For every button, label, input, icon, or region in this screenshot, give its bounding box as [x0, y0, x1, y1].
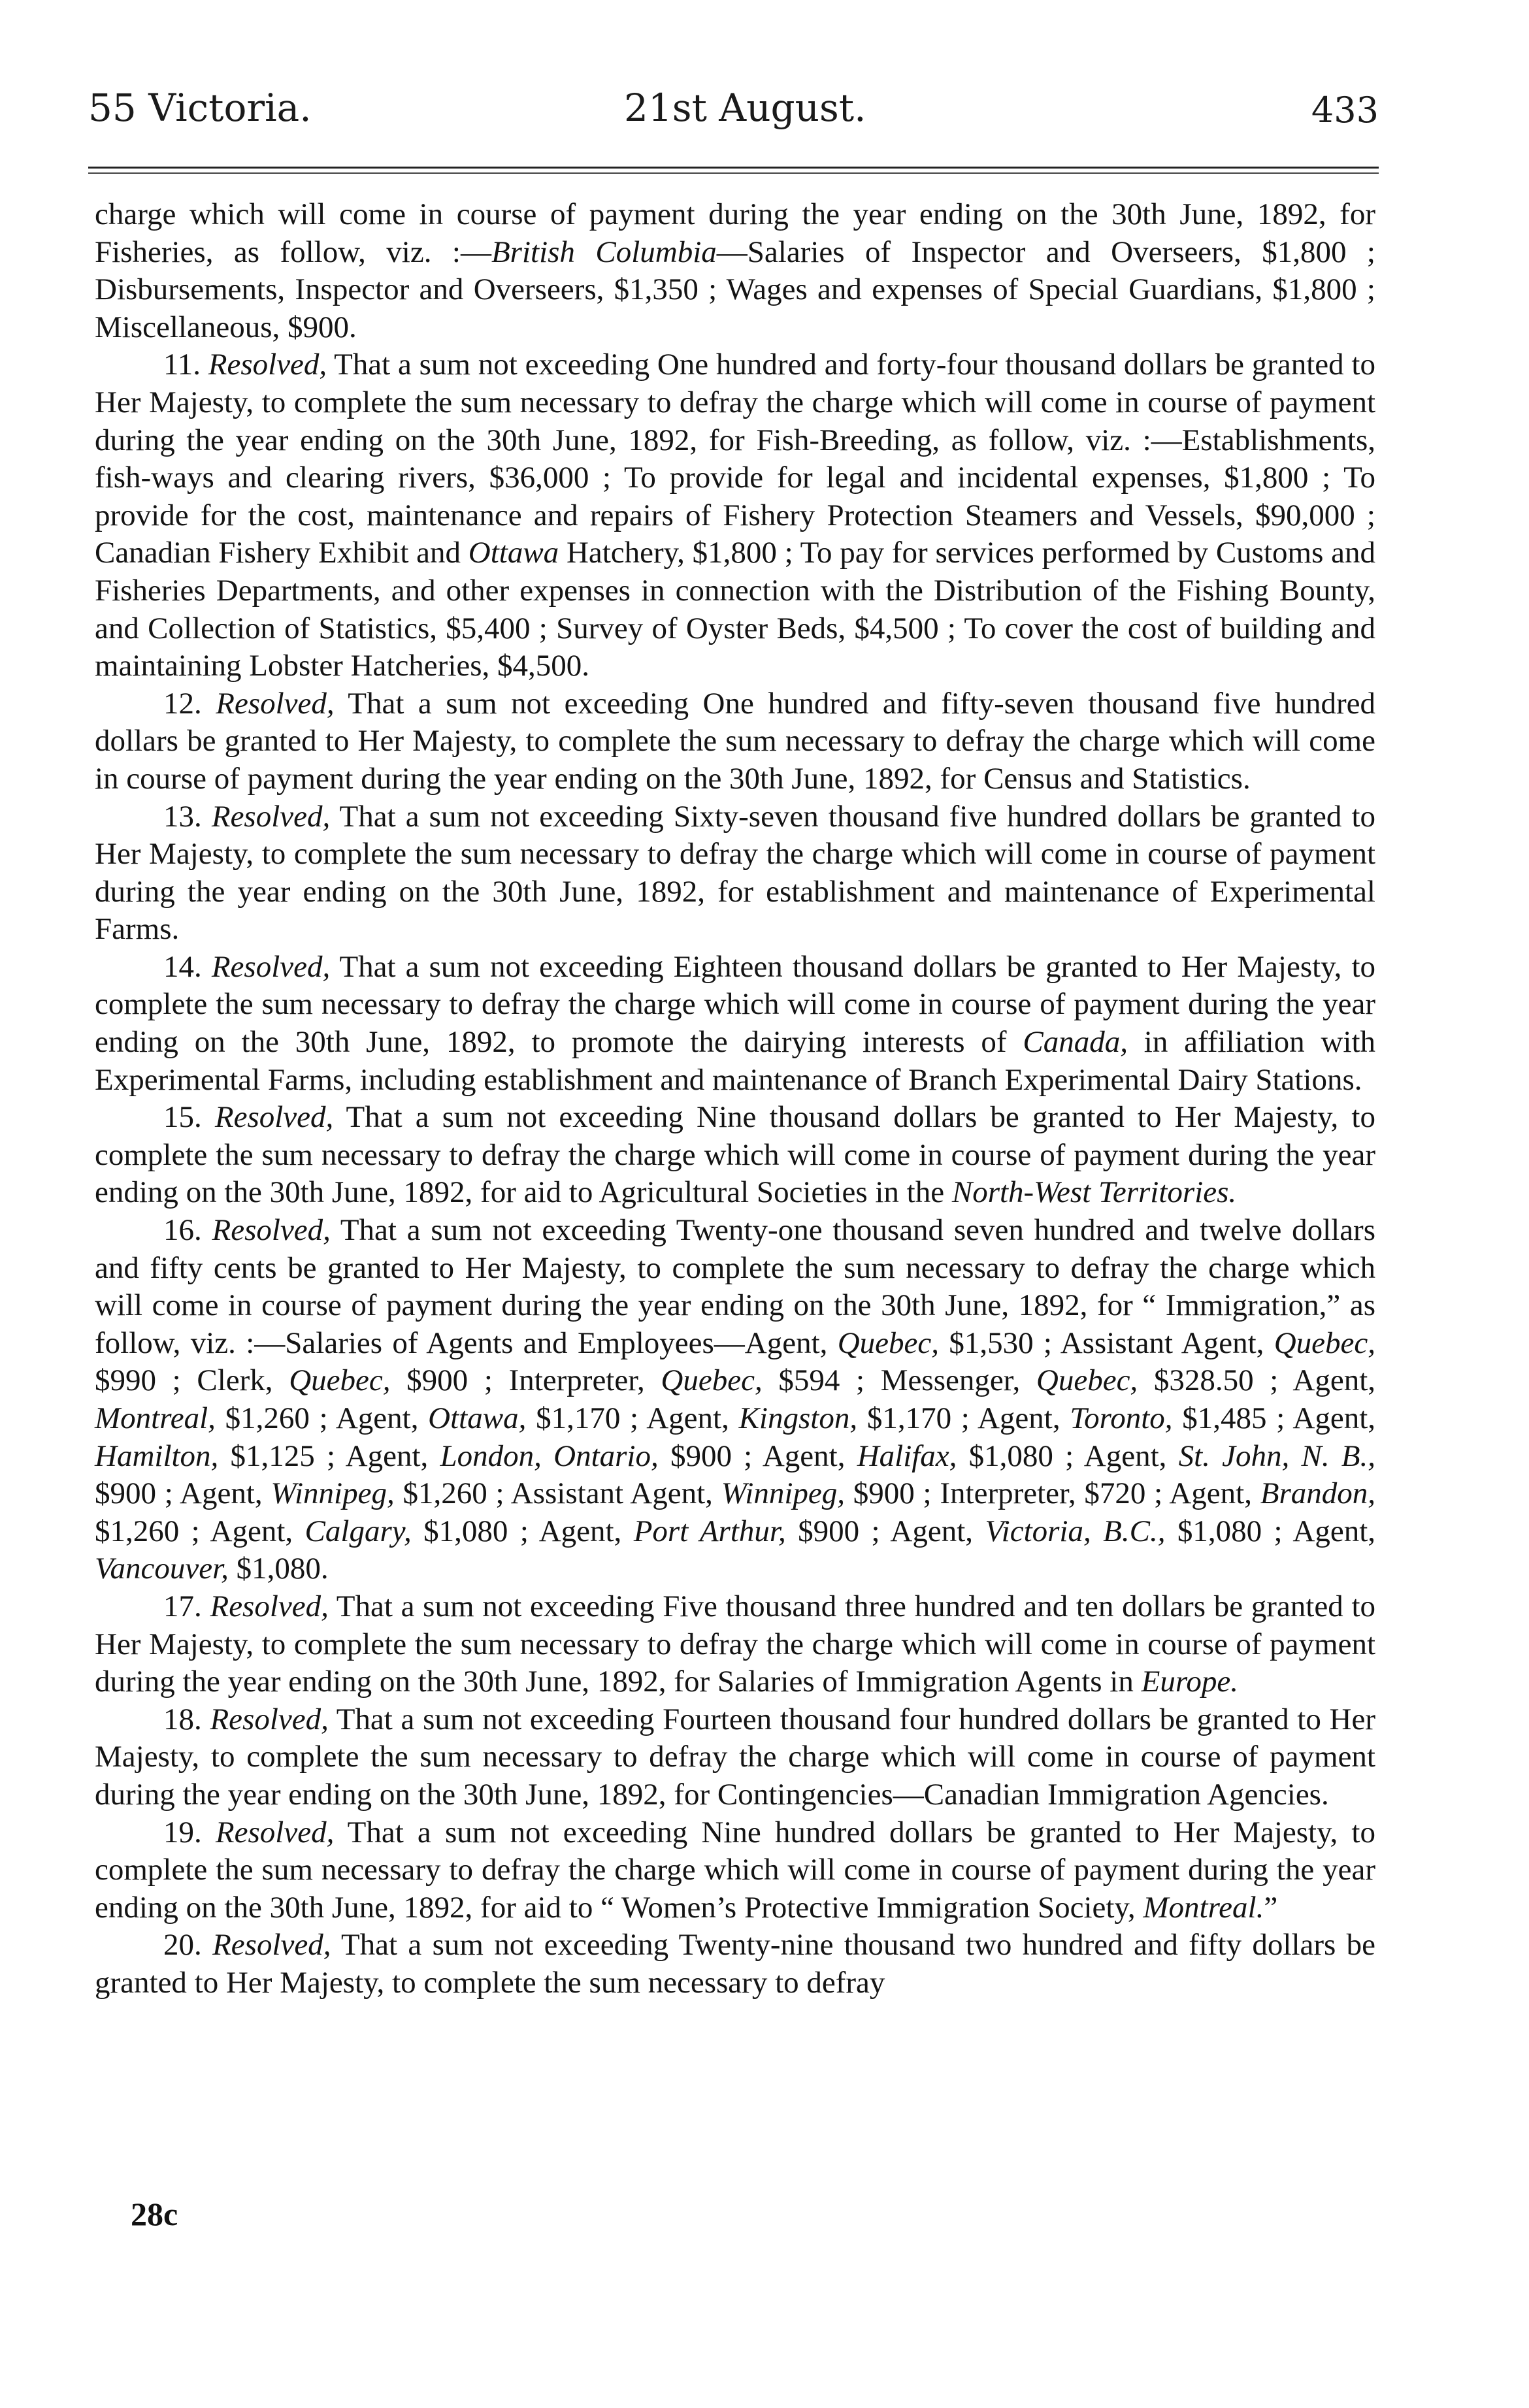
italic-text: St. John, N. B.,	[1178, 1439, 1376, 1473]
italic-text: North-West Territories.	[951, 1175, 1237, 1210]
text-run: Hatchery, $1,800 ; To pay for services performed by Customs and Fisheries Departments, and other expenses in connection with the Distribution of the Fishing Bounty, and Collection of Statistics, $5,400 ; Survey of Oyster Beds, $4,500 ; To cover the cost of building and maintaining Lobster Hatcheries, $4,500.	[95, 536, 1376, 683]
text-run: $1,260 ; Agent,	[95, 1514, 305, 1548]
italic-text: Resolved,	[210, 1702, 329, 1736]
text-run: That a sum not exceeding Twenty-nine thousand two hundred and fifty dollars be granted to Her Majesty, to complete the sum necessary to defray	[95, 1928, 1376, 2000]
resolution-paragraph	[95, 1814, 1375, 1927]
resolution-paragraph	[95, 1701, 1375, 1814]
text-run: 14.	[163, 949, 212, 984]
italic-text: Quebec,	[1274, 1326, 1375, 1360]
italic-text: Brandon,	[1260, 1476, 1376, 1511]
text-run: $900 ; Agent,	[658, 1439, 857, 1473]
text-run: in affiliation with Experimental Farms, including establishment and maintenance of Branch Experimental Dairy Stations.	[95, 1025, 1375, 1097]
header-rule-top	[88, 167, 1379, 169]
text-run: That a sum not exceeding Five thousand three hundred and ten dollars be granted to Her Majesty, to complete the sum necessary to defray the charge which will come in course of payment during the year ending on the 30th June, 1892, for Salaries of Immigration Agents in	[95, 1589, 1376, 1699]
text-run: $1,080 ; Agent,	[411, 1514, 634, 1548]
text-run: ”	[1264, 1890, 1278, 1925]
italic-text: Kingston,	[738, 1401, 858, 1435]
header-regnal-year: 55 Victoria.	[88, 86, 312, 130]
text-run: —Salaries of Inspector and Overseers, $1,800 ; Disbursements, Inspector and Overseers, $1,350 ; Wages and expenses of Special Guardians, $1,800 ; Miscellaneous, $900.	[95, 235, 1375, 344]
text-run: 11.	[163, 348, 208, 382]
text-run: $900 ; Interpreter, $720 ; Agent,	[845, 1476, 1260, 1511]
text-run: That a sum not exceeding Nine hundred dollars be granted to Her Majesty, to complete the sum necessary to defray the charge which will come in course of payment during the year ending on the 30th June, 1892, for aid to “ Women’s Protective Immigration Society,	[95, 1815, 1375, 1925]
text-run: $990 ; Clerk,	[95, 1363, 289, 1398]
italic-text: Resolved,	[211, 799, 331, 834]
resolution-paragraph	[95, 1212, 1375, 1588]
italic-text: Winnipeg,	[271, 1476, 395, 1511]
text-run: $328.50 ; Agent,	[1138, 1363, 1376, 1398]
resolution-paragraph	[95, 949, 1375, 1099]
text-run: 15.	[163, 1100, 215, 1135]
text-run: $1,080.	[228, 1552, 329, 1586]
italic-text: Ottawa,	[428, 1401, 527, 1435]
italic-text: Quebec,	[1036, 1363, 1138, 1398]
text-run: $900 ; Agent,	[95, 1476, 271, 1511]
italic-text: Montreal,	[95, 1401, 216, 1435]
text-run: $1,170 ; Agent,	[526, 1401, 739, 1435]
italic-text: Quebec,	[837, 1326, 939, 1360]
text-run: 13.	[163, 799, 212, 834]
italic-text: British Columbia	[491, 235, 717, 269]
italic-text: Resolved,	[212, 1213, 331, 1248]
text-run: $1,080 ; Agent,	[1165, 1514, 1375, 1548]
italic-text: London, Ontario,	[440, 1439, 659, 1473]
text-run: 19.	[163, 1815, 216, 1849]
text-run: $1,170 ; Agent,	[857, 1401, 1070, 1435]
italic-text: Toronto,	[1070, 1401, 1173, 1435]
italic-text: Port Arthur,	[633, 1514, 786, 1548]
page-number: 433	[1311, 89, 1379, 131]
italic-text: Vancouver,	[95, 1552, 229, 1586]
continuation-paragraph	[95, 196, 1375, 346]
italic-text: Quebec,	[661, 1363, 763, 1398]
text-run: $1,530 ; Assistant Agent,	[939, 1326, 1274, 1360]
italic-text: Ottawa	[468, 536, 559, 570]
text-run: 12.	[163, 686, 216, 721]
text-run: 16.	[163, 1213, 212, 1248]
italic-text: Resolved,	[215, 1815, 335, 1849]
italic-text: Resolved,	[208, 348, 327, 382]
text-run: That a sum not exceeding One hundred and fifty-seven thousand five hundred dollars be granted to Her Majesty, to complete the sum necessary to defray the charge which will come in course of payment during the year ending on the 30th June, 1892, for Census and Statistics.	[95, 686, 1375, 796]
resolution-paragraph	[95, 1099, 1375, 1212]
italic-text: Winnipeg,	[721, 1476, 845, 1511]
text-run: $1,080 ; Agent,	[957, 1439, 1179, 1473]
text-run: That a sum not exceeding Nine thousand dollars be granted to Her Majesty, to complete the sum necessary to defray the charge which will come in course of payment during the year ending on the 30th June, 1892, for aid to Agricultural Societies in the	[95, 1100, 1375, 1210]
italic-text: Resolved,	[212, 1928, 331, 1962]
header-date: 21st August.	[624, 86, 866, 130]
italic-text: Europe.	[1141, 1665, 1238, 1699]
resolution-paragraph	[95, 685, 1375, 798]
italic-text: Resolved,	[211, 949, 331, 984]
resolution-paragraph	[95, 798, 1375, 949]
text-run: $1,485 ; Agent,	[1172, 1401, 1376, 1435]
text-run: 18.	[163, 1702, 210, 1736]
italic-text: Hamilton,	[95, 1439, 219, 1473]
body-text	[95, 196, 1375, 2002]
italic-text: Victoria, B.C.,	[985, 1514, 1166, 1548]
text-run: $1,125 ; Agent,	[218, 1439, 440, 1473]
resolution-paragraph	[95, 1588, 1375, 1701]
text-run: That a sum not exceeding Twenty-one thousand seven hundred and twelve dollars and fifty cents be granted to Her Majesty, to complete the sum necessary to defray the charge which will come in course of payment during the year ending on the 30th June, 1892, for “ Immigration,” as follow, viz. :—Salaries of Agents and Employees—Agent,	[95, 1213, 1376, 1360]
resolution-paragraph	[95, 346, 1375, 685]
header-rule-bottom	[88, 172, 1379, 174]
italic-text: Montreal.	[1143, 1890, 1264, 1925]
text-run: 20.	[163, 1928, 213, 1962]
italic-text: Resolved,	[210, 1589, 329, 1623]
text-run: 17.	[163, 1589, 210, 1623]
resolution-paragraph	[95, 1927, 1375, 2002]
italic-text: Canada,	[1023, 1025, 1128, 1060]
text-run: $1,260 ; Agent,	[215, 1401, 429, 1435]
text-run: That a sum not exceeding Sixty-seven thousand five hundred dollars be granted to Her Majesty, to complete the sum necessary to defray the charge which will come in course of payment during the year ending on the 30th June, 1892, for establishment and maintenance of Experimental Farms.	[95, 799, 1376, 947]
italic-text: Resolved,	[214, 1100, 334, 1135]
italic-text: Calgary,	[304, 1514, 412, 1548]
running-header	[88, 78, 1379, 137]
text-run: $900 ; Interpreter,	[390, 1363, 661, 1398]
italic-text: Resolved,	[216, 686, 335, 721]
text-run: charge which will come in course of payment during the year ending on the 30th June, 1892, for Fisheries, as follow, viz. :—	[95, 197, 1375, 269]
text-run: That a sum not exceeding Fourteen thousand four hundred dollars be granted to Her Majesty, to complete the sum necessary to defray the charge which will come in course of payment during the year ending on the 30th June, 1892, for Contingencies—Canadian Immigration Agencies.	[95, 1702, 1375, 1812]
text-run: $900 ; Agent,	[785, 1514, 985, 1548]
italic-text: Quebec,	[289, 1363, 391, 1398]
text-run: That a sum not exceeding Eighteen thousand dollars be granted to Her Majesty, to complete the sum necessary to defray the charge which will come in course of payment during the year ending on the 30th June, 1892, to promote the dairying interests of	[95, 949, 1376, 1060]
text-run: $1,260 ; Assistant Agent,	[394, 1476, 721, 1511]
signature-mark: 28c	[131, 2196, 178, 2232]
text-run: That a sum not exceeding One hundred and forty-four thousand dollars be granted to Her Majesty, to complete the sum necessary to defray the charge which will come in course of payment during the year ending on the 30th June, 1892, for Fish-Breeding, as follow, viz. :—Establishments, fish-ways and clearing rivers, $36,000 ; To provide for legal and incidental expenses, $1,800 ; To provide for the cost, maintenance and repairs of Fishery Protection Steamers and Vessels, $90,000 ; Canadian Fishery Exhibit and	[95, 348, 1375, 570]
text-run: $594 ; Messenger,	[762, 1363, 1036, 1398]
italic-text: Halifax,	[857, 1439, 957, 1473]
